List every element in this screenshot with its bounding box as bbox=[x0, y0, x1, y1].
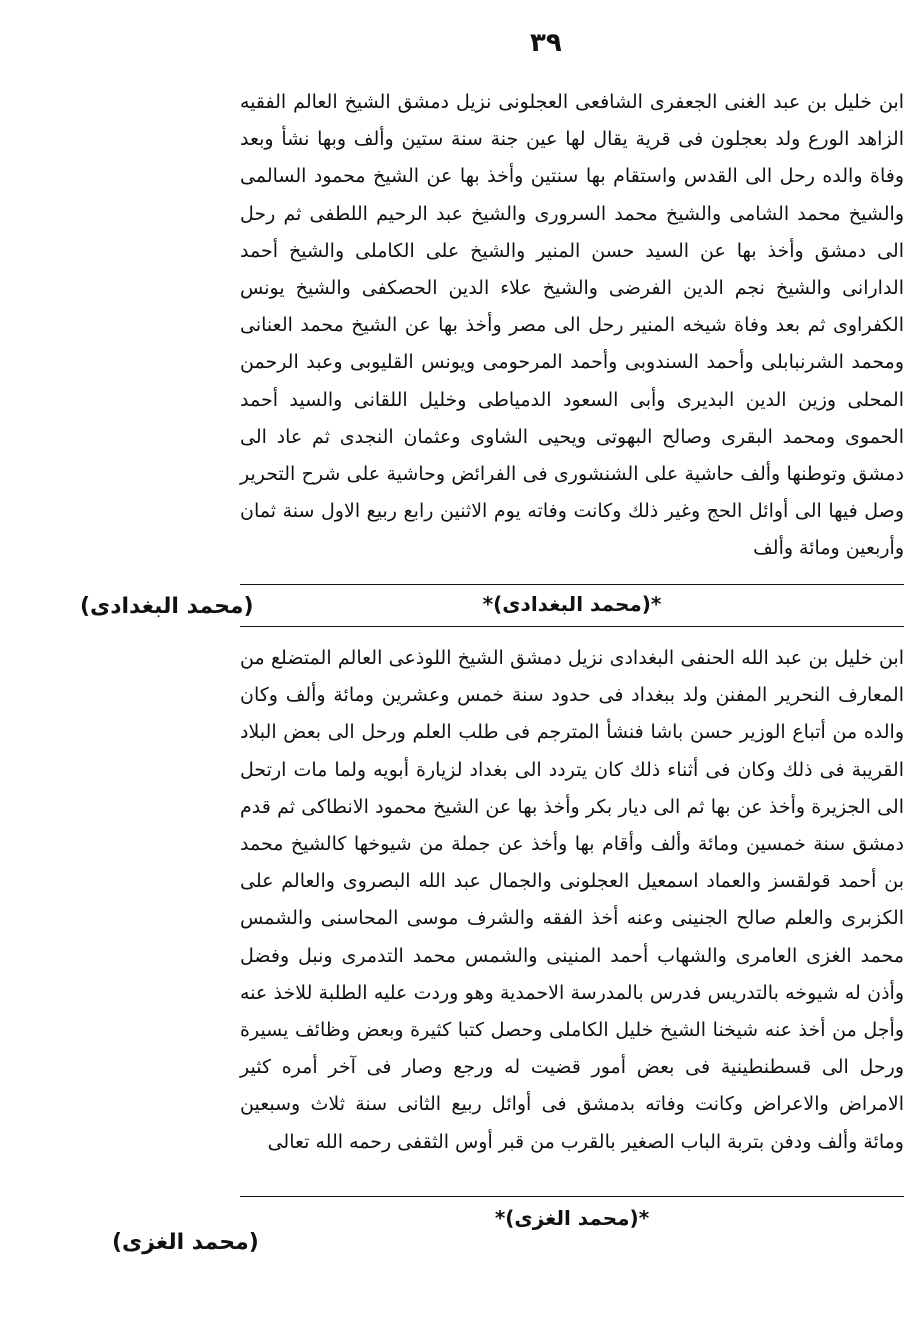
section-heading-ghazzi: *(محمد الغزى)* bbox=[494, 1206, 650, 1230]
section-heading-baghdadi: *(محمد البغدادى)* bbox=[482, 592, 662, 616]
page-number: ٣٩ bbox=[530, 28, 562, 58]
margin-note-baghdadi: (محمد البغدادى) bbox=[80, 594, 254, 619]
section-divider-bottom bbox=[240, 626, 904, 627]
entry-paragraph: ابن خليل بن عبد الله الحنفى البغدادى نزيل دمشق الشيخ اللوذعى العالم المتضلع من المعارف النحرير المفنن ولد ببغداد فى حدود سنة خمس وعشرين ومائة وألف وكان والده من أتباع الوزير حسن باشا فنشأ المترجم فى طلب العلم ورحل الى بعض البلاد القريبة فى ذلك وكان فى أثناء ذلك كان يتردد الى بغداد لزيارة أبويه ولما مات ارتحل الى الجزيرة وأخذ عن بها ثم الى ديار بكر وأخذ بها عن الشيخ محمود الانطاكى ثم قدم دمشق سنة خمسين ومائة وألف وأقام بها وأخذ عن جملة من شيوخها كالشيخ محمد بن أحمد قولقسز والعماد اسمعيل العجلونى والجمال عبد الله البصروى والعالم على الكزبرى والعلم صالح الجنينى وعنه أخذ الفقه والشرف موسى المحاسنى والشمس محمد الغزى العامرى والشهاب أحمد المنينى والشمس محمد التدمرى ونبل وفضل وأذن له شيوخه بالتدريس فدرس بالمدرسة الاحمدية وهو وردت عليه الطلبة للاخذ عنه وأجل من أخذ عنه شيخنا الشيخ خليل الكاملى وحصل كتبا كثيرة وبعض وظائف يسيرة ورحل الى قسطنطينية فى بعض أمور قضيت له ورجع وصار فى آخر أمره كثير الامراض والاعراض وكانت وفاته بدمشق فى أوائل ربيع الثانى سنة ثلاث وسبعين ومائة وألف ودفن بتربة الباب الصغير بالقرب من قبر أوس الثقفى رحمه الله تعالى bbox=[240, 647, 904, 1153]
entry-text-block-2 bbox=[240, 640, 904, 1161]
section-divider-top bbox=[240, 584, 904, 585]
margin-note-ghazzi: (محمد الغزى) bbox=[112, 1230, 259, 1255]
section-divider-top bbox=[240, 1196, 904, 1197]
entry-paragraph: ابن خليل بن عبد الغنى الجعفرى الشافعى العجلونى نزيل دمشق الشيخ العالم الفقيه الزاهد الورع ولد بعجلون فى قرية يقال لها عين جنة سنة ستين وألف وبها نشأ وبعد وفاة والده رحل الى القدس واستقام بها سنتين وأخذ بها عن الشيخ محمود السالمى والشيخ محمد الشامى والشيخ محمد السرورى والشيخ عبد الرحيم اللطفى ثم رحل الى دمشق وأخذ بها عن السيد حسن المنير والشيخ على الكاملى والشيخ أحمد الدارانى والشيخ نجم الدين الفرضى والشيخ علاء الدين الحصكفى والشيخ يونس الكفراوى ثم بعد وفاة شيخه المنير رحل الى مصر وأخذ بها عن الشيخ محمد العنانى ومحمد الشرنبابلى وأحمد السندوبى وأحمد المرحومى ويونس القليوبى وعبد الرحمن المحلى وزين الدين البديرى وأبى السعود الدمياطى وخليل اللقانى والسيد أحمد الحموى ومحمد البقرى وصالح البهوتى ويحيى الشاوى وعثمان النجدى ثم عاد الى دمشق وتوطنها وألف حاشية على الشنشورى فى الفرائض وحاشية على شرح التحرير وصل فيها الى أوائل الحج وغير ذلك وكانت وفاته يوم الاثنين رابع ربيع الاول سنة ثمان وأربعين ومائة وألف bbox=[240, 91, 904, 560]
entry-text-block-1 bbox=[240, 84, 904, 568]
